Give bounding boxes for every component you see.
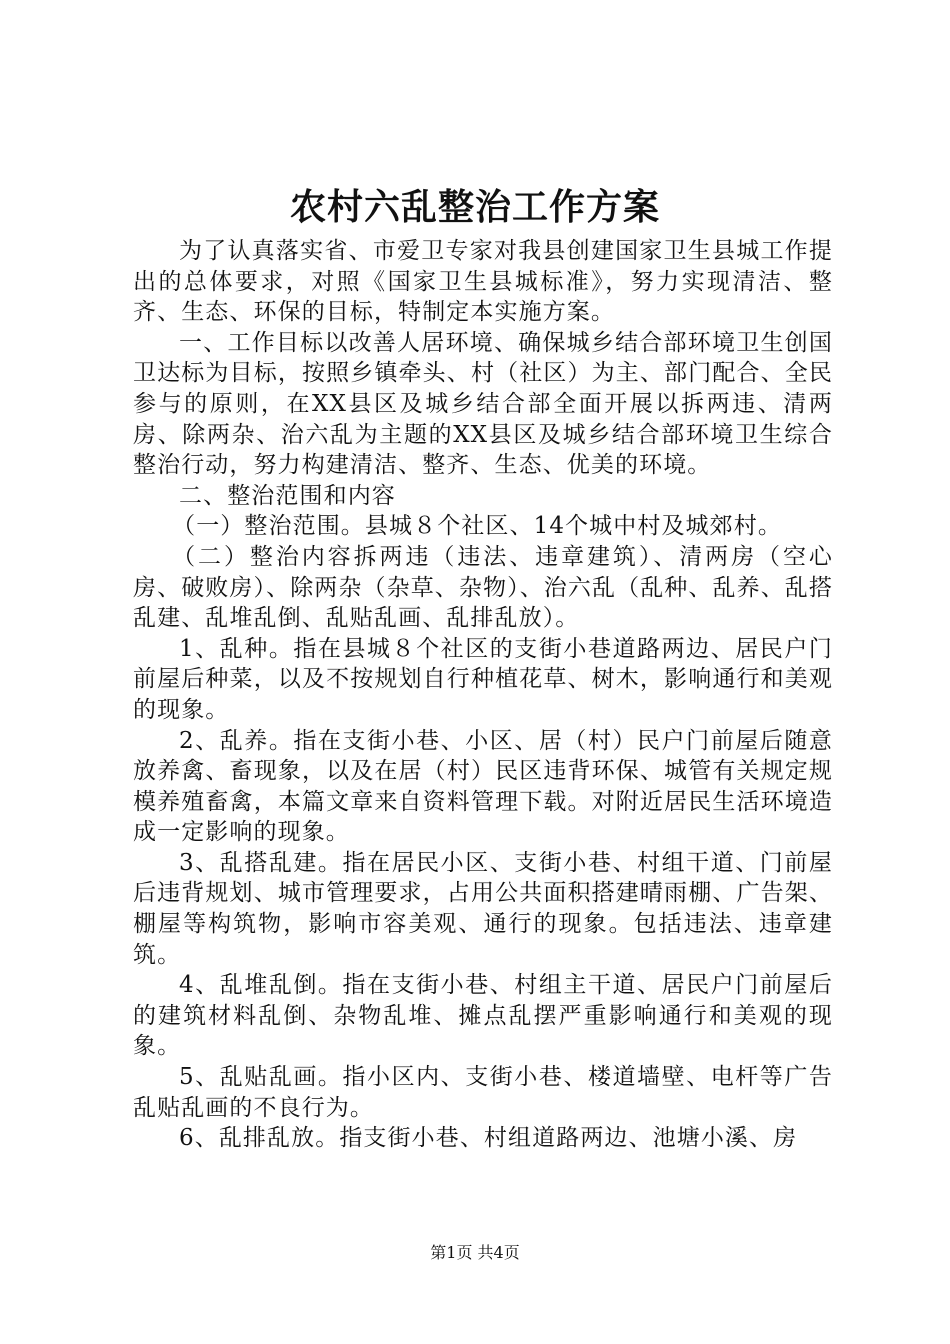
section-heading-scope: 二、整治范围和内容 bbox=[179, 482, 396, 509]
paragraph-scope: （一）整治范围。县城８个社区、14个城中村及城郊村。 bbox=[172, 513, 782, 540]
paragraph-content: （二）整治内容拆两违（违法、违章建筑）、清两房（空心房、破败房）、除两杂（杂草、杂物）、治六乱（乱种、乱养、乱搭乱建、乱堆乱倒、乱贴乱画、乱排乱放）。 bbox=[133, 543, 833, 632]
paragraph-intro: 为了认真落实省、市爱卫专家对我县创建国家卫生县城工作提出的总体要求，对照《国家卫生县城标准》，努力实现清洁、整齐、生态、环保的目标，特制定本实施方案。 bbox=[133, 238, 833, 326]
list-item-building: 3、乱搭乱建。指在居民小区、支街小巷、村组干道、门前屋后违背规划、城市管理要求，占用公共面积搭建晴雨棚、广告架、棚屋等构筑物，影响市容美观、通行的现象。包括违法、违章建筑。 bbox=[133, 849, 833, 968]
list-item-raising: 2、乱养。指在支街小巷、小区、居（村）民户门前屋后随意放养禽、畜现象，以及在居（村）民区违背环保、城管有关规定规模养殖畜禽，本篇文章来自资料管理下载。对附近居民生活环境造成一定影响的现象。 bbox=[133, 727, 833, 846]
list-item-dumping: 4、乱堆乱倒。指在支街小巷、村组主干道、居民户门前屋后的建筑材料乱倒、杂物乱堆、摊点乱摆严重影响通行和美观的现象。 bbox=[133, 972, 833, 1060]
page-footer: 第1页 共4页 bbox=[430, 1243, 520, 1262]
paragraph-goal: 一、工作目标以改善人居环境、确保城乡结合部环境卫生创国卫达标为目标，按照乡镇牵头、村（社区）为主、部门配合、全民参与的原则，在XX县区及城乡结合部全面开展以拆两违、清两房、除两杂、治六乱为主题的XX县区及城乡结合部环境卫生综合整治行动，努力构建清洁、整齐、生态、优美的环境。 bbox=[133, 329, 833, 479]
list-item-posting: 5、乱贴乱画。指小区内、支街小巷、楼道墙壁、电杆等广告乱贴乱画的不良行为。 bbox=[133, 1064, 833, 1121]
list-item-discharging: 6、乱排乱放。指支街小巷、村组道路两边、池塘小溪、房 bbox=[179, 1125, 798, 1152]
list-item-planting: 1、乱种。指在县城８个社区的支街小巷道路两边、居民户门前屋后种菜，以及不按规划自行种植花草、树木，影响通行和美观的现象。 bbox=[133, 635, 833, 723]
document-title: 农村六乱整治工作方案 bbox=[289, 186, 660, 228]
document-body bbox=[133, 236, 833, 1154]
